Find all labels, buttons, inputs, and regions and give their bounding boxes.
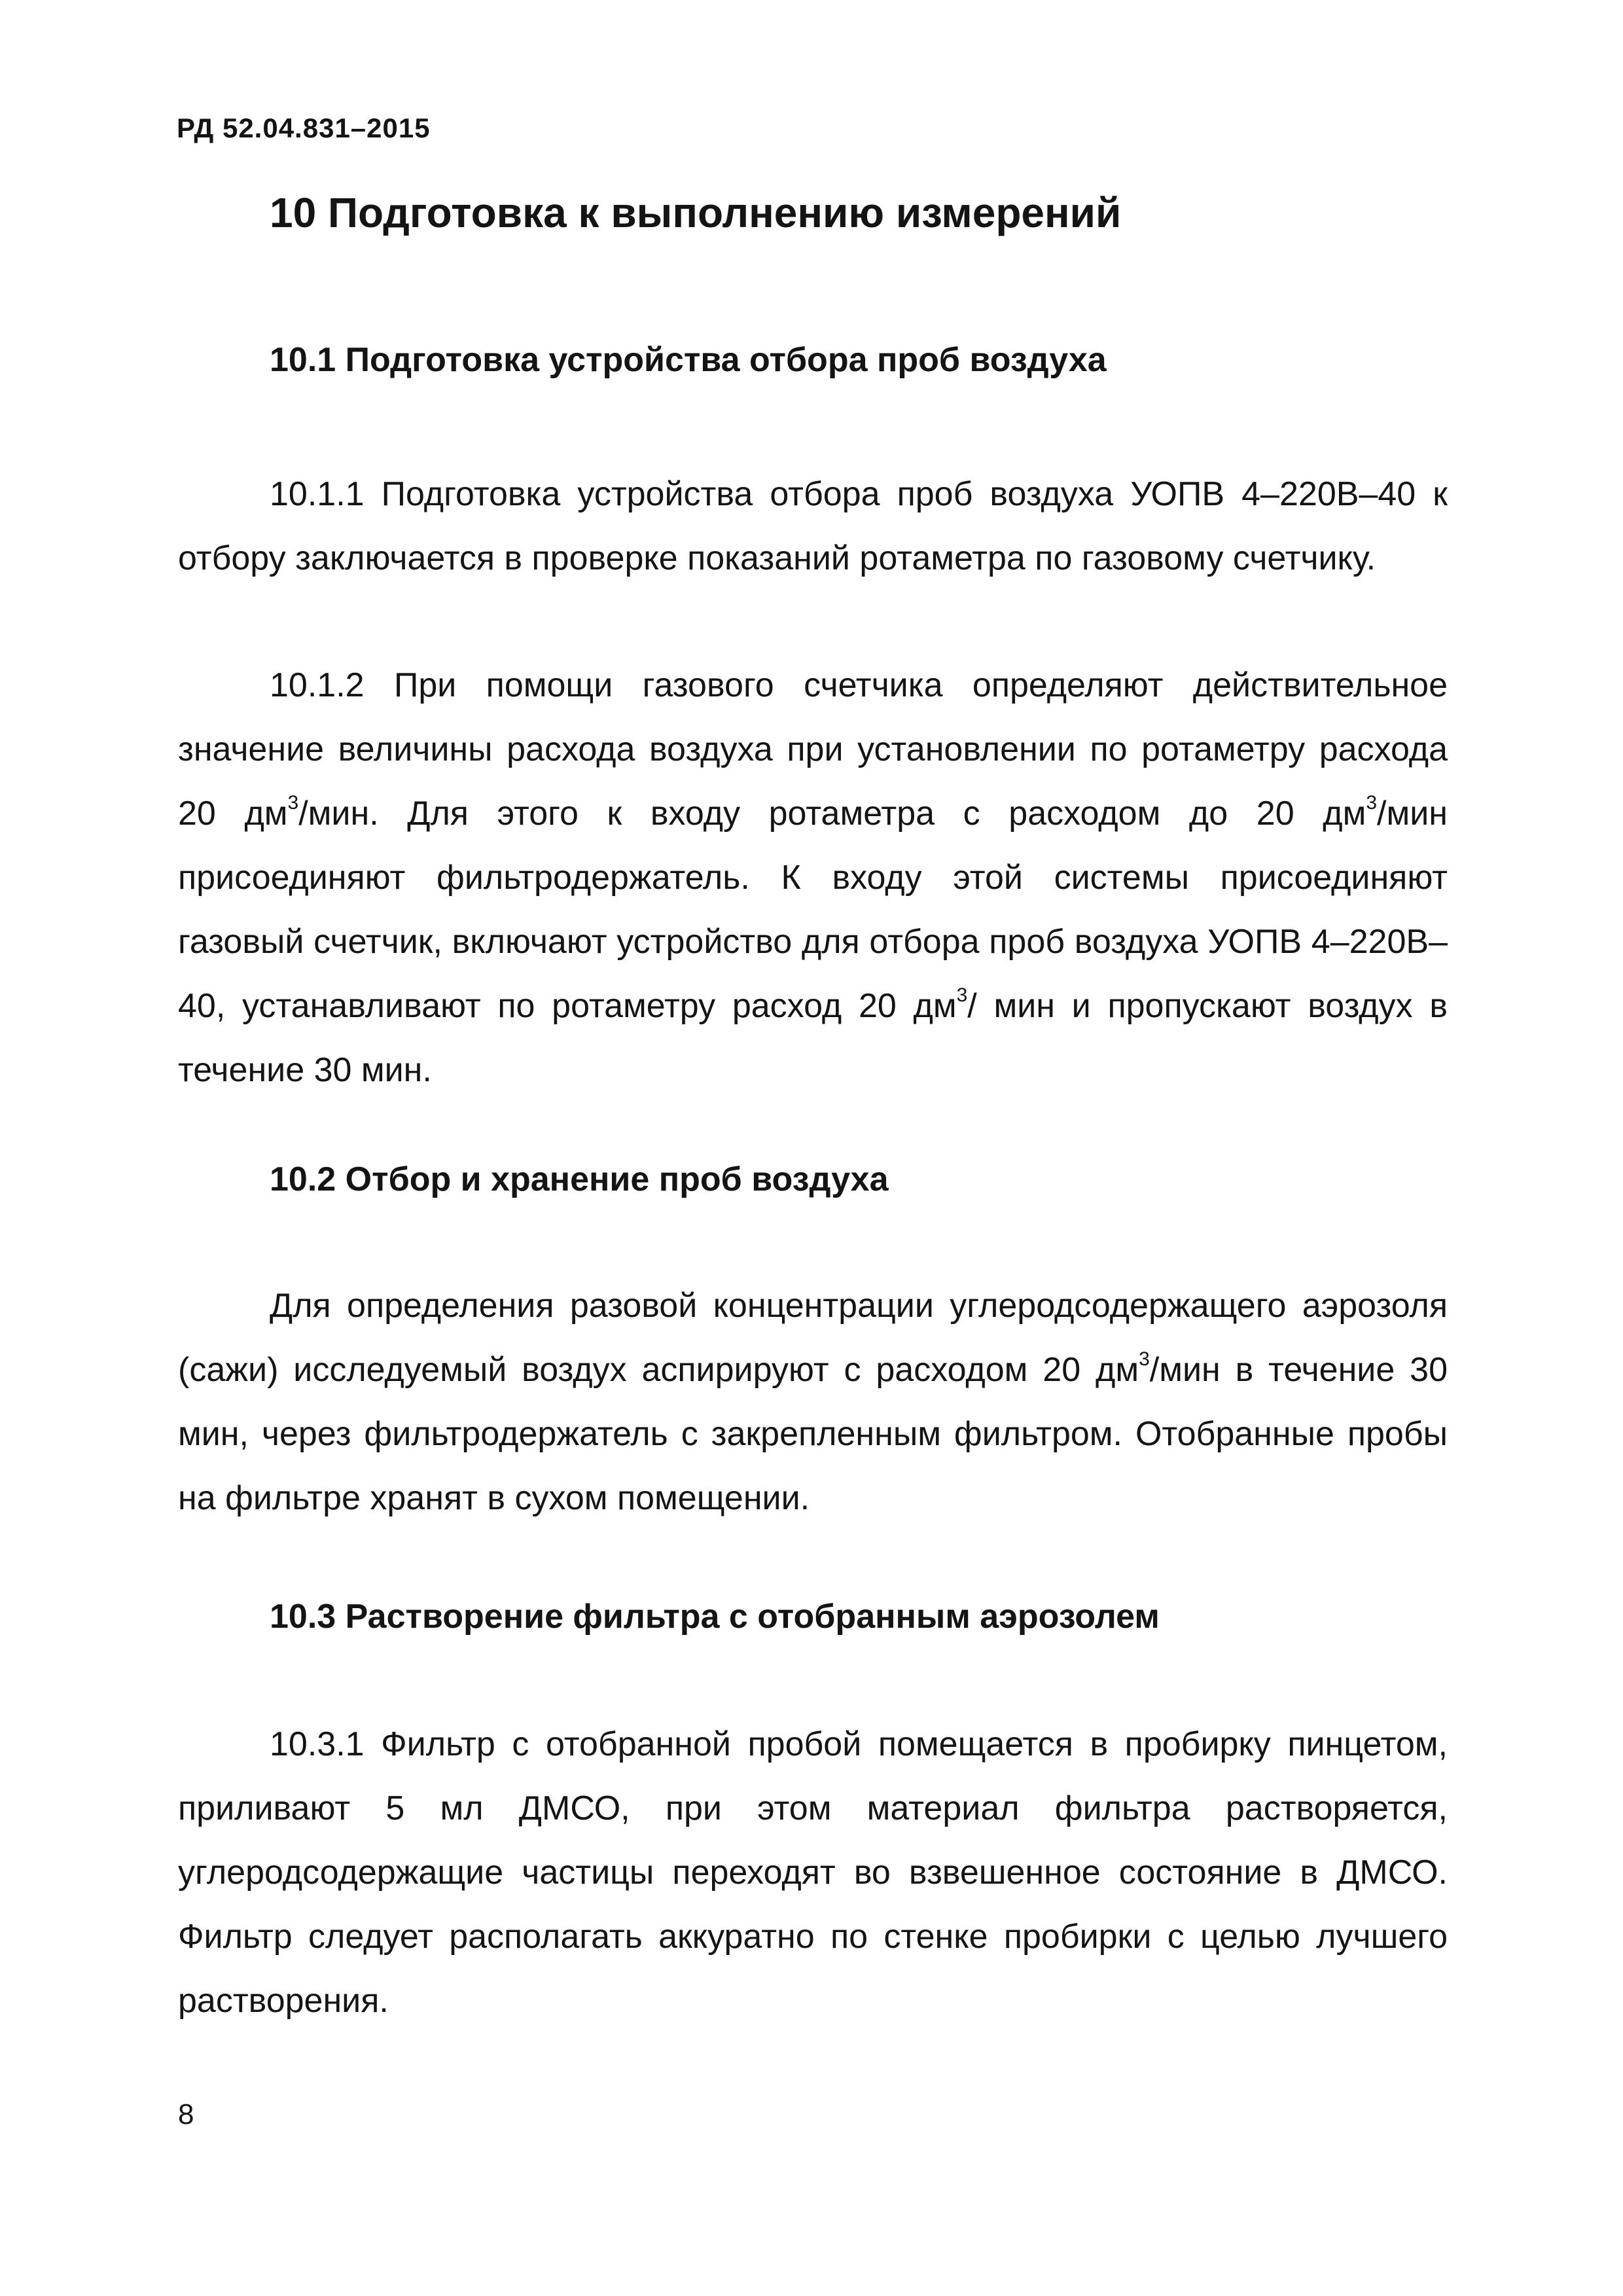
paragraph-10-2: Для определения разовой концентрации углеродсодержащего аэрозоля (сажи) исследуемый воздух аспирируют с расходом 20 $дм^3$/мин в течение 30 мин, через фильтродержатель с закрепленным фильтром. Отобранные пробы на фильтре хранят в сухом помещении. — [178, 1287, 1448, 1517]
section-title-10-1: 10.1 Подготовка устройства отбора проб воздуха — [270, 341, 1107, 379]
section-title-10-2: 10.2 Отбор и хранение проб воздуха — [270, 1160, 889, 1198]
document-code: РД 52.04.831–2015 — [177, 113, 431, 143]
paragraph-10-1-1: 10.1.1 Подготовка устройства отбора проб воздуха УОПВ 4–220В–40 к отбору заключается в проверке показаний ротаметра по газовому счетчику. — [178, 475, 1448, 577]
chapter-title: 10 Подготовка к выполнению измерений — [270, 189, 1122, 236]
section-title-10-3: 10.3 Растворение фильтра с отобранным аэрозолем — [270, 1598, 1160, 1636]
page-number: 8 — [178, 2098, 194, 2130]
paragraph-10-3-1: 10.3.1 Фильтр с отобранной пробой помещается в пробирку пинцетом, приливают 5 мл ДМСО, при этом материал фильтра растворяется, углеродсодержащие частицы переходят во взвешенное состояние в ДМСО. Фильтр следует располагать аккуратно по стенке пробирки с целью лучшего растворения. — [178, 1725, 1448, 2020]
paragraph-10-1-2: 10.1.2 При помощи газового счетчика определяют действительное значение величины расхода воздуха при установлении по ротаметру расхода 20 $дм^3$/мин. Для этого к входу ротаметра с расходом до 20 $дм^3$/мин присоединяют фильтродержатель. К входу этой системы присоединяют газовый счетчик, включают устройство для отбора проб воздуха УОПВ 4–220В–40, устанавливают по ротаметру расход 20 $дм^3/$ мин и пропускают воздух в течение 30 мин. — [178, 666, 1448, 1089]
